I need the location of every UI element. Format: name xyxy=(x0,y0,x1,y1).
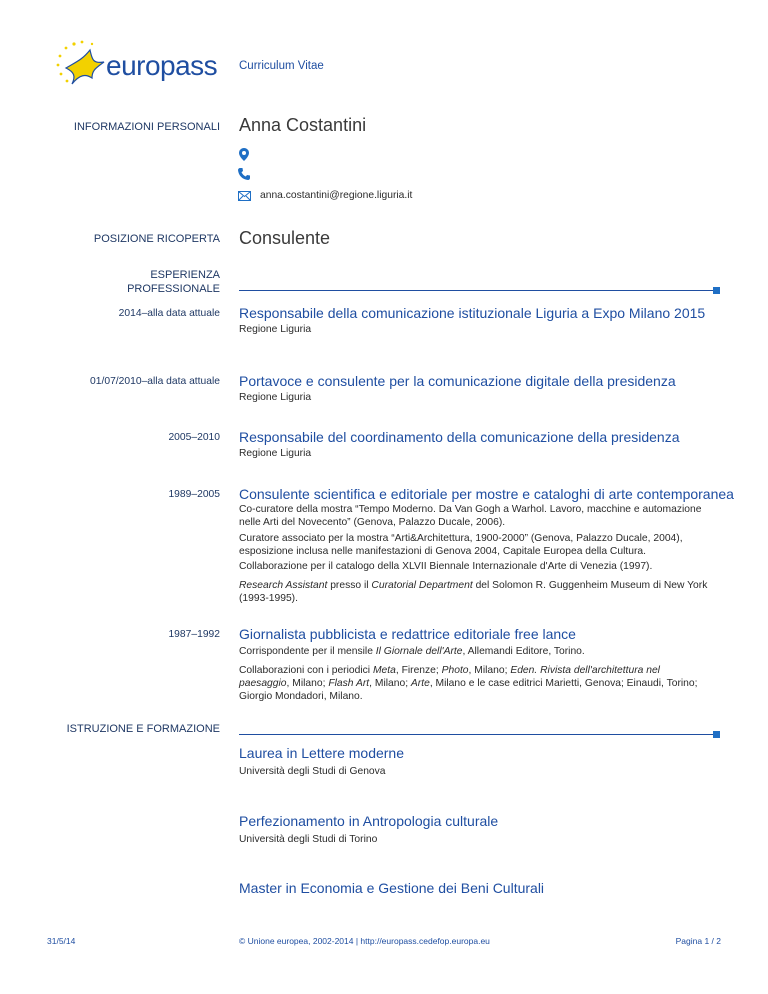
experience-title: Portavoce e consulente per la comunicazione digitale della presidenza xyxy=(239,373,676,389)
footer-copyright[interactable]: © Unione europea, 2002-2014 | http://europass.cedefop.europa.eu xyxy=(239,936,490,946)
experience-title: Responsabile del coordinamento della comunicazione della presidenza xyxy=(239,429,680,445)
experience-employer: Regione Liguria xyxy=(239,392,312,403)
section-label-experience: ESPERIENZA PROFESSIONALE xyxy=(127,269,220,295)
experience-title: Consulente scientifica e editoriale per mostre e cataloghi di arte contemporanea xyxy=(239,486,734,502)
experience-description: Curatore associato per la mostra “Arti&Architettura, 1900-2000” (Genova, Palazzo Ducale, 2004), esposizione inclusa nelle manifestazioni di Genova 2004, Capitale Europea della Cultura. xyxy=(239,533,683,557)
position-title: Consulente xyxy=(239,228,331,248)
experience-date: 2014–alla data attuale xyxy=(118,308,220,319)
experience-title: Responsabile della comunicazione istituzionale Liguria a Expo Milano 2015 xyxy=(239,305,706,321)
section-divider-experience xyxy=(239,290,713,291)
experience-employer: Regione Liguria xyxy=(239,324,312,335)
experience-description: Co-curatore della mostra “Tempo Moderno. Da Van Gogh a Warhol. Lavoro, macchine e automazione nelle Arti del Novecento” (Genova, Palazzo Ducale, 2006). xyxy=(239,504,702,528)
experience-date: 2005–2010 xyxy=(168,432,220,443)
education-title: Laurea in Lettere moderne xyxy=(239,745,404,761)
phone-icon xyxy=(238,168,250,180)
document-title: Curriculum Vitae xyxy=(239,60,324,72)
section-label-education: ISTRUZIONE E FORMAZIONE xyxy=(66,723,220,735)
europass-stars-figure-icon xyxy=(52,38,114,90)
section-divider-marker xyxy=(713,287,720,294)
email-address[interactable]: anna.costantini@regione.liguria.it xyxy=(260,190,413,201)
experience-date: 1987–1992 xyxy=(168,629,220,640)
experience-description: Collaborazioni con i periodici Meta, Firenze; Photo, Milano; Eden. Rivista dell'architettura nel paesaggio, Milano; Flash Art, Milano; Arte, Milano e le case editrici Marietti, Genova; Einaudi, Torino; Giorgio Mondadori, Milano. xyxy=(239,665,698,702)
section-divider-education xyxy=(239,734,713,735)
education-institution: Università degli Studi di Torino xyxy=(239,834,378,845)
experience-employer: Regione Liguria xyxy=(239,448,312,459)
experience-description: Research Assistant presso il Curatorial Department del Solomon R. Guggenheim Museum di New York (1993-1995). xyxy=(239,580,708,604)
section-divider-marker xyxy=(713,731,720,738)
footer-page-number: Pagina 1 / 2 xyxy=(675,936,721,946)
europass-logo-text: europass xyxy=(106,50,218,81)
section-label-personal: INFORMAZIONI PERSONALI xyxy=(73,121,220,133)
experience-date: 01/07/2010–alla data attuale xyxy=(90,376,220,387)
europass-logo xyxy=(52,38,222,90)
education-title: Master in Economia e Gestione dei Beni Culturali xyxy=(239,880,545,896)
experience-title: Giornalista pubblicista e redattrice editoriale free lance xyxy=(239,626,576,642)
footer-date: 31/5/14 xyxy=(47,936,76,946)
envelope-icon xyxy=(238,191,251,201)
experience-date: 1989–2005 xyxy=(168,489,220,500)
education-institution: Università degli Studi di Genova xyxy=(239,766,386,777)
full-name: Anna Costantini xyxy=(239,115,367,135)
experience-description: Collaborazione per il catalogo della XLVII Biennale Internazionale d'Arte di Venezia (1997). xyxy=(239,561,653,572)
education-title: Perfezionamento in Antropologia culturale xyxy=(239,813,499,829)
location-pin-icon xyxy=(239,148,249,161)
section-label-position: POSIZIONE RICOPERTA xyxy=(93,233,220,245)
experience-description: Corrispondente per il mensile Il Giornale dell'Arte, Allemandi Editore, Torino. xyxy=(239,646,585,657)
